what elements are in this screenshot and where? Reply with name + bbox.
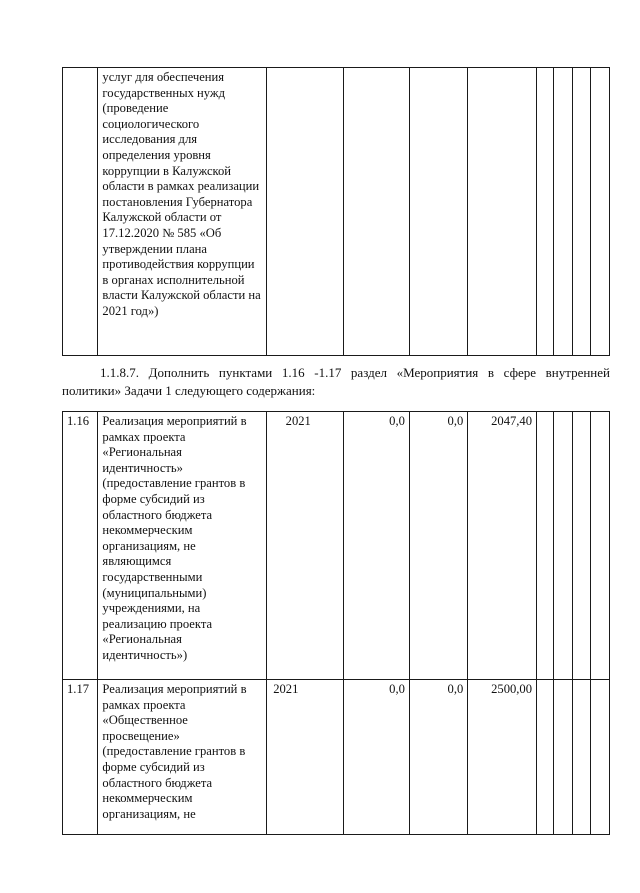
empty-cell [591, 680, 610, 835]
empty-cell [573, 68, 591, 356]
description-cell: Реализация мероприятий в рамках проекта «Региональная идентичность» (предоставление грантов в форме субсидий из областного бюджета некоммерческим организациям, не являющимся государственными (муниципальными) учреждениями, на реализацию проекта «Региональная идентичность») [98, 412, 267, 680]
year-cell: 2021 [267, 412, 344, 680]
empty-cell [537, 412, 554, 680]
table-new-items [62, 411, 610, 835]
description-cell: Реализация мероприятий в рамках проекта «Общественное просвещение» (предоставление грантов в форме субсидий из областного бюджета некоммерческим организациям, не [98, 680, 267, 835]
year-cell: 2021 [267, 680, 344, 835]
empty-cell [573, 412, 591, 680]
value-cell: 0,0 [409, 680, 467, 835]
paragraph-line: 1.1.8.7. Дополнить пунктами 1.16 -1.17 раздел «Мероприятия в сфере внутренней [100, 365, 610, 380]
year-cell [267, 68, 344, 356]
empty-cell [553, 68, 573, 356]
amendment-paragraph [62, 364, 610, 400]
empty-cell [591, 68, 610, 356]
number-cell: 1.17 [63, 680, 98, 835]
paragraph-line: политики» Задачи 1 следующего содержания: [62, 383, 316, 398]
value-cell: 2047,40 [468, 412, 537, 680]
value-cell: 0,0 [344, 680, 410, 835]
value-cell: 0,0 [409, 412, 467, 680]
number-cell: 1.16 [63, 412, 98, 680]
value-cell [468, 68, 537, 356]
value-cell [409, 68, 467, 356]
empty-cell [553, 412, 573, 680]
value-cell: 0,0 [344, 412, 410, 680]
table-row [63, 68, 610, 356]
empty-cell [537, 680, 554, 835]
description-cell: услуг для обеспечения государственных нужд (проведение социологического исследования для определения уровня коррупции в Калужской области в рамках реализации постановления Губернатора Калужской области от 17.12.2020 № 585 «Об утверждении плана противодействия коррупции в органах исполнительной власти Калужской области на 2021 год») [98, 68, 267, 356]
value-cell [344, 68, 410, 356]
empty-cell [537, 68, 554, 356]
empty-cell [591, 412, 610, 680]
number-cell [63, 68, 98, 356]
value-cell: 2500,00 [468, 680, 537, 835]
empty-cell [573, 680, 591, 835]
table-row [63, 412, 610, 680]
table-row [63, 680, 610, 835]
empty-cell [553, 680, 573, 835]
table-continued-fragment [62, 67, 610, 356]
